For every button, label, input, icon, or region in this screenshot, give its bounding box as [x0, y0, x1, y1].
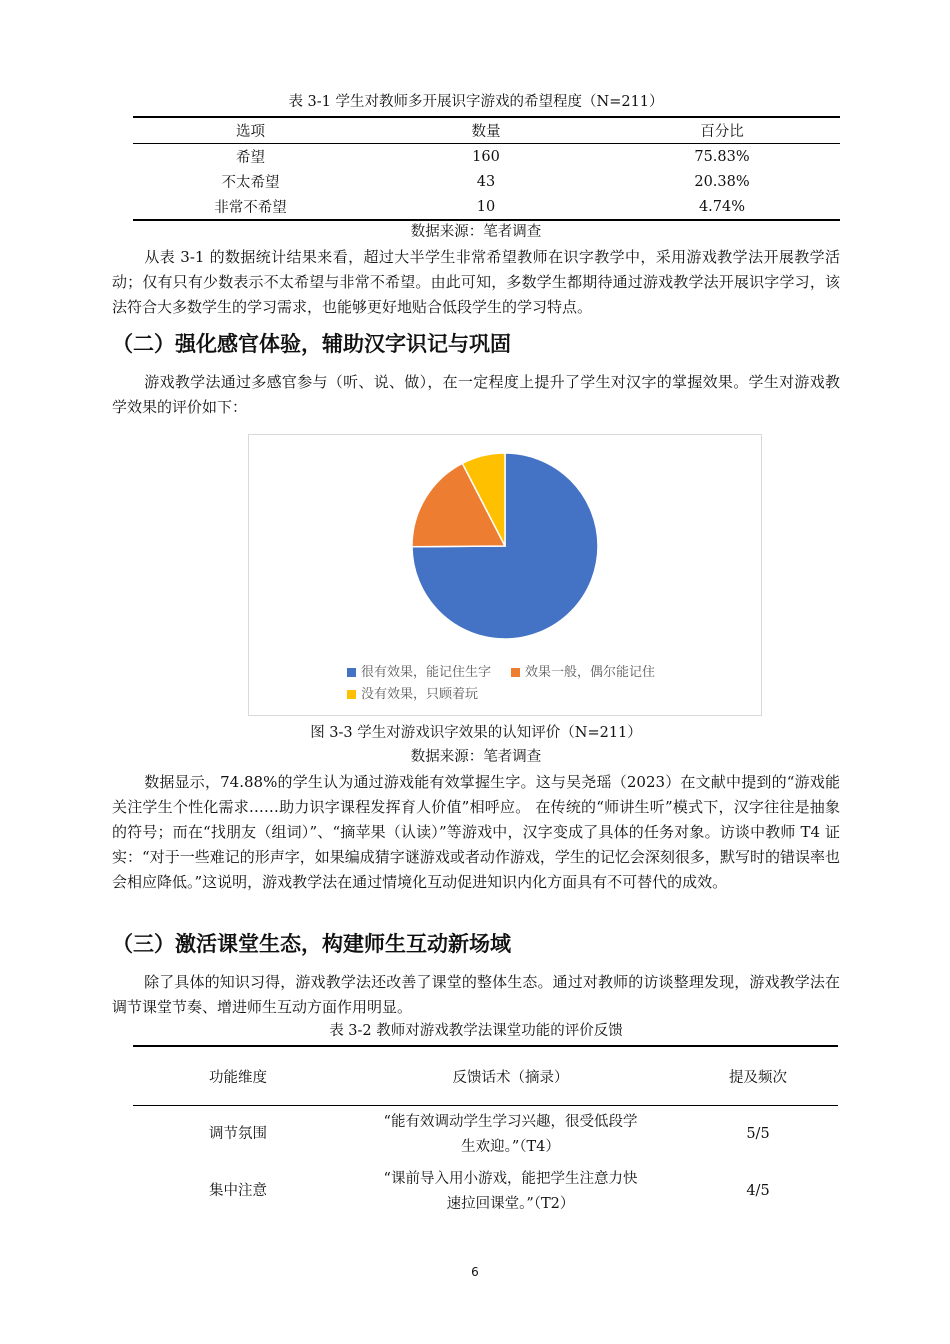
page-number: 6 [471, 1265, 479, 1279]
table1-header-row [133, 117, 840, 144]
paragraph-3-text: 数据显示，74.88%的学生认为通过游戏能有效掌握生字。这与吴尧瑶（2023）在文献中提到的“游戏能关注学生个性化需求……助力识字课程发挥育人价值”相呼应。 在传统的“师讲生听”模式下，汉字往往是抽象的符号；而在“找朋友（组词）”、“摘苹果（认读）”等游戏中，汉字变成了具体的任务对象。访谈中教师 T4 证实：“对于一些难记的形声字，如果编成猜字谜游戏或者动作游戏，学生的记忆会深刻很多，默写时的错误率也会相应降低。”这说明，游戏教学法在通过情境化互动促进知识内化方面具有不可替代的成效。 [112, 773, 840, 891]
table-cell: 4/5 [746, 1183, 770, 1199]
table-row [133, 194, 840, 220]
legend-item-2 [511, 661, 655, 680]
feedback-line: 生欢迎。”（T4） [461, 1138, 560, 1155]
pie-chart-container [248, 434, 762, 716]
feedback-line: “能有效调动学生学习兴趣，很受低段学 [383, 1113, 638, 1130]
table2-caption: 表 3-2 教师对游戏教学法课堂功能的评价反馈 [329, 1023, 623, 1039]
table1-header-option: 选项 [133, 117, 368, 144]
paragraph-1-text: 从表 3-1 的数据统计结果来看，超过大半学生非常希望教师在识字教学中，采用游戏教学法开展教学活动；仅有只有少数表示不太希望与非常不希望。由此可知，多数学生都期待通过游戏教学法开展识字学习，该法符合大多数学生的学习需求，也能够更好地贴合低段学生的学习特点。 [112, 248, 840, 316]
paragraph-2-text: 游戏教学法通过多感官参与（听、说、做），在一定程度上提升了学生对汉字的掌握效果。学生对游戏教学效果的评价如下： [112, 373, 840, 416]
legend-label-1: 很有效果，能记住生字 [361, 665, 492, 680]
table-cell: 调节氛围 [209, 1126, 267, 1142]
table-cell: 10 [368, 194, 604, 220]
table2-header-row [133, 1046, 838, 1106]
table1 [133, 116, 840, 221]
table1-header-percent: 百分比 [604, 117, 840, 144]
table-cell: 不太希望 [221, 175, 280, 191]
section-heading-3: （三）激活课堂生态，构建师生互动新场域 [112, 932, 511, 956]
table-cell: 20.38% [694, 173, 750, 190]
paragraph-1 [112, 245, 840, 320]
figure-source: 数据来源：笔者调查 [410, 749, 542, 765]
table1-source: 数据来源：笔者调查 [410, 224, 542, 240]
table-row [133, 1163, 838, 1220]
legend-label-2: 效果一般，偶尔能记住 [525, 665, 656, 680]
paragraph-3 [112, 770, 840, 895]
legend-label-3: 没有效果，只顾着玩 [361, 687, 479, 702]
table-cell: 5/5 [746, 1126, 770, 1142]
legend-item-3 [347, 683, 478, 702]
table-cell: 43 [476, 173, 496, 190]
table-cell: 160 [472, 148, 500, 165]
legend-swatch-blue [347, 668, 356, 677]
table-cell [343, 1106, 678, 1164]
feedback-line: “课前导入用小游戏，能把学生注意力快 [383, 1170, 638, 1187]
table-cell: 集中注意 [209, 1183, 267, 1199]
table-cell: 非常不希望 [133, 194, 368, 220]
table-row [133, 144, 840, 170]
table2-header-frequency: 提及频次 [678, 1046, 838, 1106]
table-row [133, 169, 840, 194]
table-cell: 希望 [236, 150, 265, 166]
feedback-line: 速拉回课堂。”（T2） [446, 1195, 575, 1212]
legend-item-1 [347, 661, 491, 680]
table-cell: 4.74% [604, 194, 840, 220]
paragraph-4 [112, 970, 840, 1020]
table1-header-count: 数量 [368, 117, 604, 144]
legend-swatch-orange [511, 668, 520, 677]
table2-header-feedback: 反馈话术（摘录） [343, 1046, 678, 1106]
section-heading-2: （二）强化感官体验，辅助汉字识记与巩固 [112, 332, 511, 356]
table-cell [343, 1163, 678, 1220]
legend-swatch-yellow [347, 690, 356, 699]
table2-header-dimension: 功能维度 [133, 1046, 343, 1106]
paragraph-2 [112, 370, 840, 420]
figure-caption: 图 3-3 学生对游戏识字效果的认知评价（N=211） [310, 725, 642, 741]
table2 [133, 1045, 838, 1220]
table-row [133, 1106, 838, 1164]
table-cell: 75.83% [694, 148, 750, 165]
table1-caption: 表 3-1 学生对教师多开展识字游戏的希望程度（N=211） [288, 94, 664, 110]
pie-chart [249, 435, 761, 715]
paragraph-4-text: 除了具体的知识习得，游戏教学法还改善了课堂的整体生态。通过对教师的访谈整理发现，游戏教学法在调节课堂节奏、增进师生互动方面作用明显。 [112, 973, 840, 1016]
